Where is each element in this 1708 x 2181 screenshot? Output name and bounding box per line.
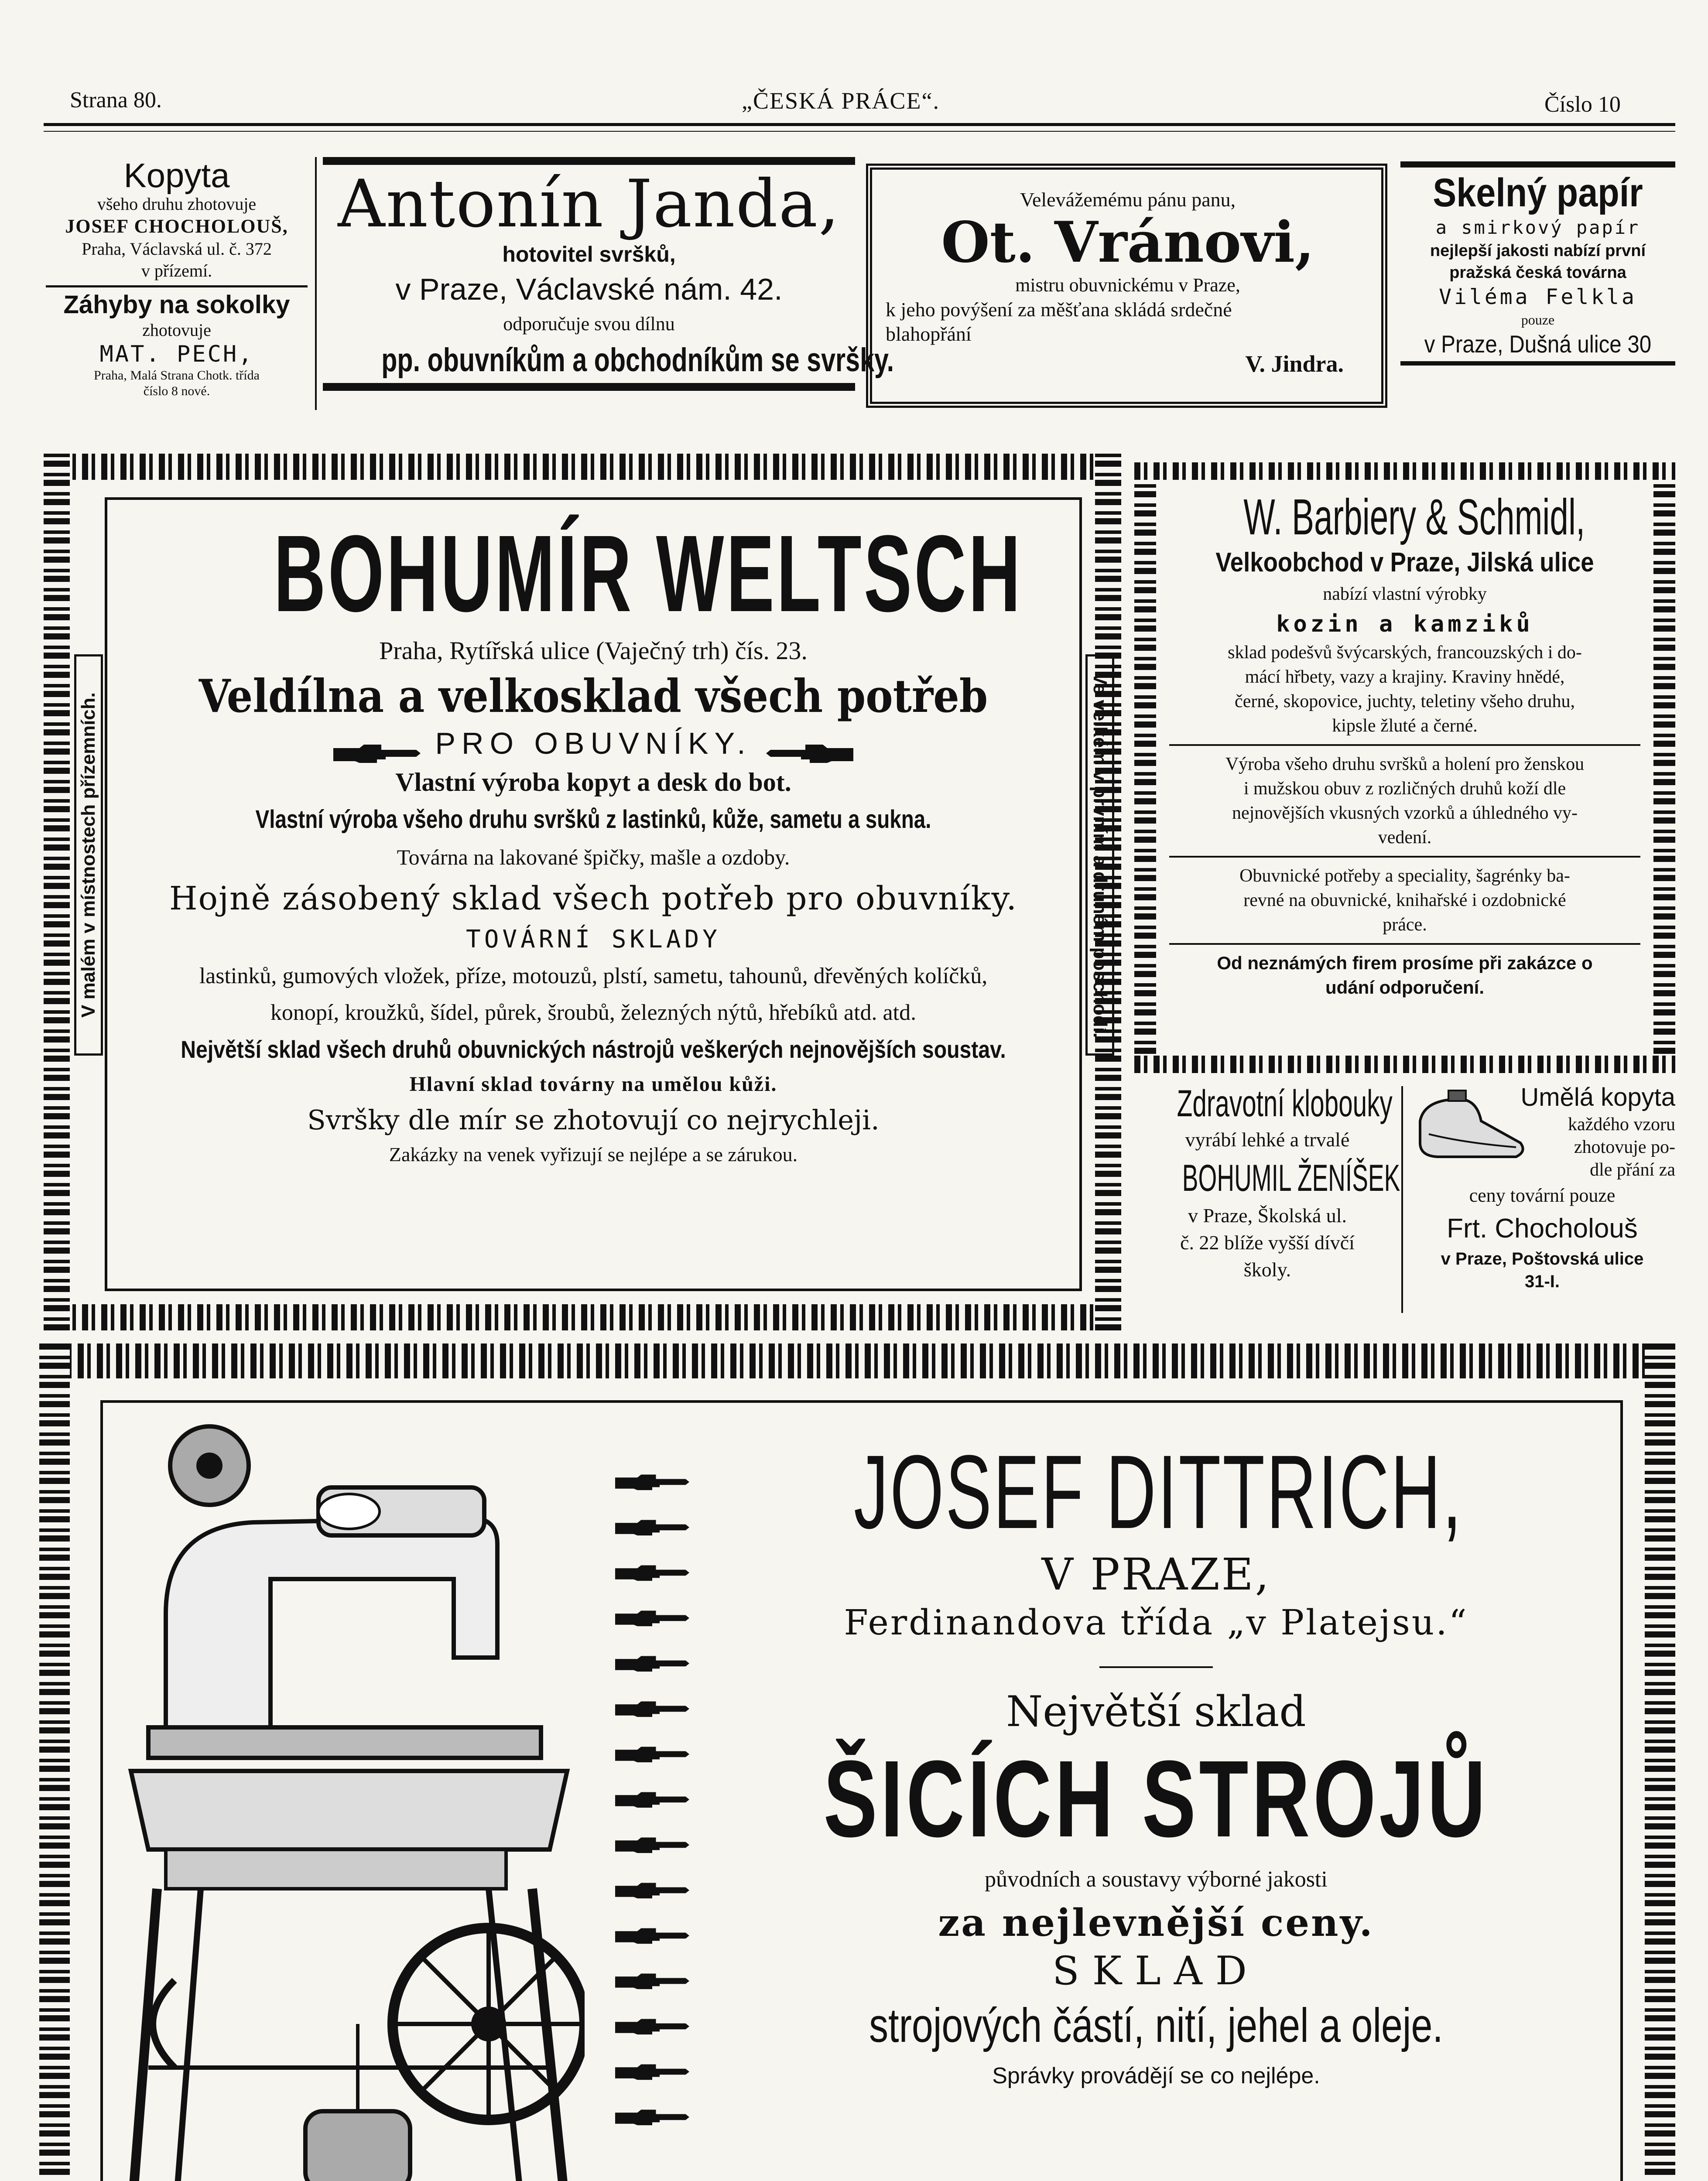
barbiery-frame-right: [1653, 462, 1675, 1073]
sewing-machine-illustration: [113, 1413, 585, 2181]
journal-title: „ČESKÁ PRÁCE“.: [742, 88, 940, 114]
pointing-hand-icon: [615, 1470, 689, 1496]
barbiery-l1: nabízí vlastní výrobky: [1323, 584, 1487, 604]
issue-number: Číslo 10: [1544, 92, 1621, 117]
weltsch-side-note-left: V malém v místnostech přízemních.: [78, 692, 99, 1018]
barbiery-p4a: Od neznámých firem prosíme při zakázce o: [1217, 953, 1593, 973]
pointing-hand-icon: [615, 1878, 689, 1904]
dittrich-biggest: Největší sklad: [1006, 1687, 1306, 1736]
weltsch-l1: Vlastní výroba kopyt a desk do bot.: [395, 768, 791, 797]
barbiery-p1d: kipsle žluté a černé.: [1332, 716, 1478, 736]
barbiery-divider-3: [1169, 943, 1640, 945]
weltsch-for-whom-row: [109, 723, 1078, 763]
pech-address2: číslo 8 nové.: [143, 384, 210, 398]
ad-dittrich: [698, 1435, 1614, 2181]
kopyta-name: JOSEF CHOCHOLOUŠ,: [65, 215, 288, 237]
pointing-hand-icon: [615, 2014, 689, 2041]
janda-bottom-rule: [323, 383, 855, 391]
papir-name: Viléma Felkla: [1439, 285, 1637, 309]
barbiery-p3: [1160, 864, 1649, 937]
umela-line4: ceny tovární pouze: [1469, 1185, 1616, 1206]
weltsch-frame-bottom: [44, 1304, 1121, 1330]
papir-line3: pražská česká továrna: [1449, 263, 1626, 282]
pointing-hand-icon: [615, 1515, 689, 1542]
dittrich-price: za nejlevnější ceny.: [938, 1901, 1374, 1945]
weltsch-l11: Zakázky na venek vyřizují se nejlépe a se zárukou.: [389, 1143, 798, 1166]
pech-name: MAT. PECH,: [99, 341, 254, 367]
ad-kopyta: [46, 157, 308, 441]
janda-slogan: pp. obuvníkům a obchodníkům se svršky.: [381, 342, 894, 379]
papir-line4: pouze: [1521, 312, 1555, 328]
vrana-text2: blahopřání: [886, 323, 972, 345]
weltsch-l7: konopí, kroužků, šídel, půrek, šroubů, železných nýtů, hřebíků atd. atd.: [270, 1000, 917, 1025]
ad-barbiery: [1160, 489, 1649, 1051]
barbiery-frame-bottom: [1134, 1056, 1675, 1073]
janda-top-rule: [323, 157, 855, 165]
barbiery-p2b: i mužskou obuv z rozličných druhů koží dle: [1243, 779, 1566, 799]
barbiery-divider-2: [1169, 856, 1640, 858]
dittrich-product: ŠICÍCH STROJŮ: [823, 1738, 1489, 1860]
weltsch-name: BOHUMÍR WELTSCH: [274, 513, 1023, 634]
weltsch-l8: Největší sklad všech druhů obuvnických nástrojů veškerých nejnovějších soustav.: [181, 1036, 1006, 1063]
barbiery-sub: Velkoobchod v Praze, Jilská ulice: [1215, 547, 1594, 578]
dittrich-city: V PRAZE,: [1041, 1549, 1271, 1600]
barbiery-p2: [1160, 752, 1649, 850]
ad-vrana-content: [886, 188, 1370, 397]
pointing-hand-icon: [615, 1561, 689, 1587]
vrana-greeting: Velevážemému pánu panu,: [1020, 188, 1236, 211]
barbiery-p1a: sklad podešvů švýcarských, francouzských i do-: [1228, 643, 1582, 663]
barbiery-p2c: nejnovějších vkusných vzorků a úhledného vy-: [1232, 803, 1578, 823]
barbiery-p2a: Výroba všeho druhu svršků a holení pro ženskou: [1225, 754, 1585, 774]
pointing-hand-icon: [615, 1606, 689, 1632]
column-divider: [315, 157, 317, 410]
zahyby-line: zhotovuje: [142, 320, 211, 340]
pointing-hand-icon: [615, 1697, 689, 1723]
vrana-text1: k jeho povýšení za měšťana skládá srdečné: [886, 298, 1232, 321]
umela-name: Frt. Chocholouš: [1447, 1214, 1638, 1244]
vrana-name: Ot. Vránovi,: [941, 210, 1314, 275]
weltsch-l6: lastinků, gumových vložek, příze, motouzů, plstí, sametu, tahounů, dřevěných kolíčků,: [199, 964, 988, 988]
kopyta-line1: všeho druhu zhotovuje: [97, 194, 257, 214]
pointing-hand-icon: [615, 2105, 689, 2131]
weltsch-side-note-right: Ve velkém v prvním a druhém poschodí.: [1089, 672, 1111, 1038]
pointing-hand-icon: [615, 1969, 689, 1995]
header-rule: [44, 123, 1675, 126]
barbiery-divider: [1169, 744, 1640, 746]
pech-address: Praha, Malá Strana Chotk. třída: [94, 368, 260, 383]
umela-line1: každého vzoru: [1568, 1114, 1675, 1135]
papir-address: v Praze, Dušná ulice 30: [1424, 330, 1652, 358]
barbiery-l2: kozin a kamziků: [1276, 611, 1533, 637]
weltsch-for-whom: PRO OBUVNÍKY.: [435, 726, 752, 760]
klobouky-name: BOHUMIL ŽENÍŠEK: [1182, 1157, 1400, 1199]
dittrich-repairs: Správky provádějí se co nejlépe.: [992, 2063, 1320, 2089]
ad-papir: [1400, 161, 1675, 414]
kopyta-title: Kopyta: [123, 156, 230, 195]
klobouky-line3: č. 22 blíže vyšší dívčí: [1180, 1231, 1355, 1254]
barbiery-p4: [1160, 951, 1649, 1000]
dittrich-parts: strojových částí, nití, jehel a oleje.: [869, 1999, 1443, 2052]
barbiery-p3c: práce.: [1383, 915, 1427, 935]
column-divider-klobouky: [1401, 1086, 1403, 1313]
pointing-hand-icon: [615, 1651, 689, 1678]
janda-recommend: odporučuje svou dílnu: [503, 313, 675, 335]
papir-bottom-rule: [1400, 361, 1675, 366]
weltsch-address: Praha, Rytířská ulice (Vaječný trh) čís. 23.: [379, 636, 808, 665]
kopyta-line2: Praha, Václavská ul. č. 372: [82, 239, 272, 259]
dittrich-quality: původních a soustavy výborné jakosti: [985, 1867, 1328, 1892]
dittrich-frame-right: [1645, 1343, 1675, 2181]
ad-weltsch: [109, 515, 1078, 1282]
janda-name: Antonín Janda,: [338, 166, 840, 242]
pointing-hand-icon: [615, 1788, 689, 1814]
ad-umela: [1409, 1082, 1675, 1326]
zahyby-title: Záhyby na sokolky: [63, 291, 290, 319]
kopyta-divider: [46, 285, 308, 287]
barbiery-frame-left: [1134, 462, 1156, 1073]
pointing-hand-icon: [615, 2060, 689, 2086]
janda-address: v Praze, Václavské nám. 42.: [395, 272, 783, 306]
barbiery-frame-top: [1134, 462, 1675, 480]
weltsch-l4: Hojně zásobený sklad všech potřeb pro obuvníky.: [169, 880, 1018, 917]
dittrich-name: JOSEF DITTRICH,: [854, 1433, 1463, 1550]
kopyta-line3: v přízemí.: [141, 261, 212, 280]
klobouky-line2: v Praze, Školská ul.: [1188, 1204, 1347, 1227]
dittrich-frame-left: [39, 1343, 70, 2181]
pointing-hand-icon: [615, 1833, 689, 1859]
dittrich-ornament-divider: [1099, 1666, 1213, 1668]
ad-janda: [323, 157, 894, 414]
weltsch-frame-top: [44, 454, 1121, 480]
barbiery-p4b: udání odporučení.: [1325, 977, 1484, 998]
papir-title: Skelný papír: [1433, 171, 1643, 215]
weltsch-l2: Vlastní výroba všeho druhu svršků z lastinků, kůže, sametu a sukna.: [255, 805, 931, 834]
pointing-hand-right-icon: [333, 735, 421, 757]
barbiery-p1c: černé, skopovice, juchty, teletiny všeho druhu,: [1235, 691, 1575, 711]
dittrich-sklad: SKLAD: [1052, 1948, 1260, 1994]
pointing-hands-column: [615, 1470, 694, 2181]
vrana-profession: mistru obuvnickému v Praze,: [1015, 274, 1240, 296]
umela-address2: 31-I.: [1524, 1272, 1560, 1291]
barbiery-p2d: vedení.: [1378, 827, 1432, 848]
vrana-signature: V. Jindra.: [1245, 351, 1344, 377]
pointing-hand-icon: [615, 1924, 689, 1950]
barbiery-p1: [1160, 640, 1649, 738]
dittrich-street: Ferdinandova třída „v Platejsu.“: [844, 1602, 1468, 1643]
umela-line3: dle přání za: [1590, 1160, 1675, 1180]
barbiery-p1b: mácí hřbety, vazy a krajiny. Kraviny hnědé,: [1245, 667, 1565, 687]
barbiery-name: W. Barbiery & Schmidl,: [1243, 489, 1585, 545]
ad-klobouky: [1134, 1082, 1400, 1326]
umela-address1: v Praze, Poštovská ulice: [1441, 1249, 1644, 1268]
janda-trade: hotovitel svršků,: [502, 242, 676, 267]
weltsch-l3: Továrna na lakované špičky, mašle a ozdoby.: [397, 845, 790, 869]
klobouky-title: Zdravotní klobouky: [1177, 1083, 1393, 1125]
pointing-hand-left-icon: [766, 735, 853, 757]
klobouky-line1: vyrábí lehké a trvalé: [1185, 1128, 1350, 1151]
pointing-hand-icon: [615, 1742, 689, 1768]
weltsch-l10: Svršky dle mír se zhotovují co nejrychleji.: [307, 1104, 880, 1136]
weltsch-frame-left: [44, 454, 70, 1330]
barbiery-p3a: Obuvnické potřeby a speciality, šagrénky ba-: [1239, 866, 1570, 886]
klobouky-line4: školy.: [1243, 1258, 1291, 1281]
umela-line2: zhotovuje po-: [1574, 1137, 1675, 1157]
umela-title: Umělá kopyta: [1520, 1083, 1675, 1111]
papir-line2: nejlepší jakosti nabízí první: [1430, 242, 1646, 260]
papir-line1: a smirkový papír: [1435, 217, 1640, 238]
weltsch-l9: Hlavní sklad továrny na umělou kůži.: [409, 1073, 777, 1096]
weltsch-l5: TOVÁRNÍ SKLADY: [466, 925, 721, 954]
barbiery-p3b: revné na obuvnické, knihařské i ozdobnické: [1243, 890, 1566, 910]
weltsch-headline: Veldílna a velkosklad všech potřeb: [199, 669, 988, 723]
header-rule-thin: [44, 131, 1675, 132]
papir-top-rule: [1400, 161, 1675, 168]
page-number: Strana 80.: [70, 88, 162, 113]
dittrich-frame-top: [39, 1343, 1675, 1378]
